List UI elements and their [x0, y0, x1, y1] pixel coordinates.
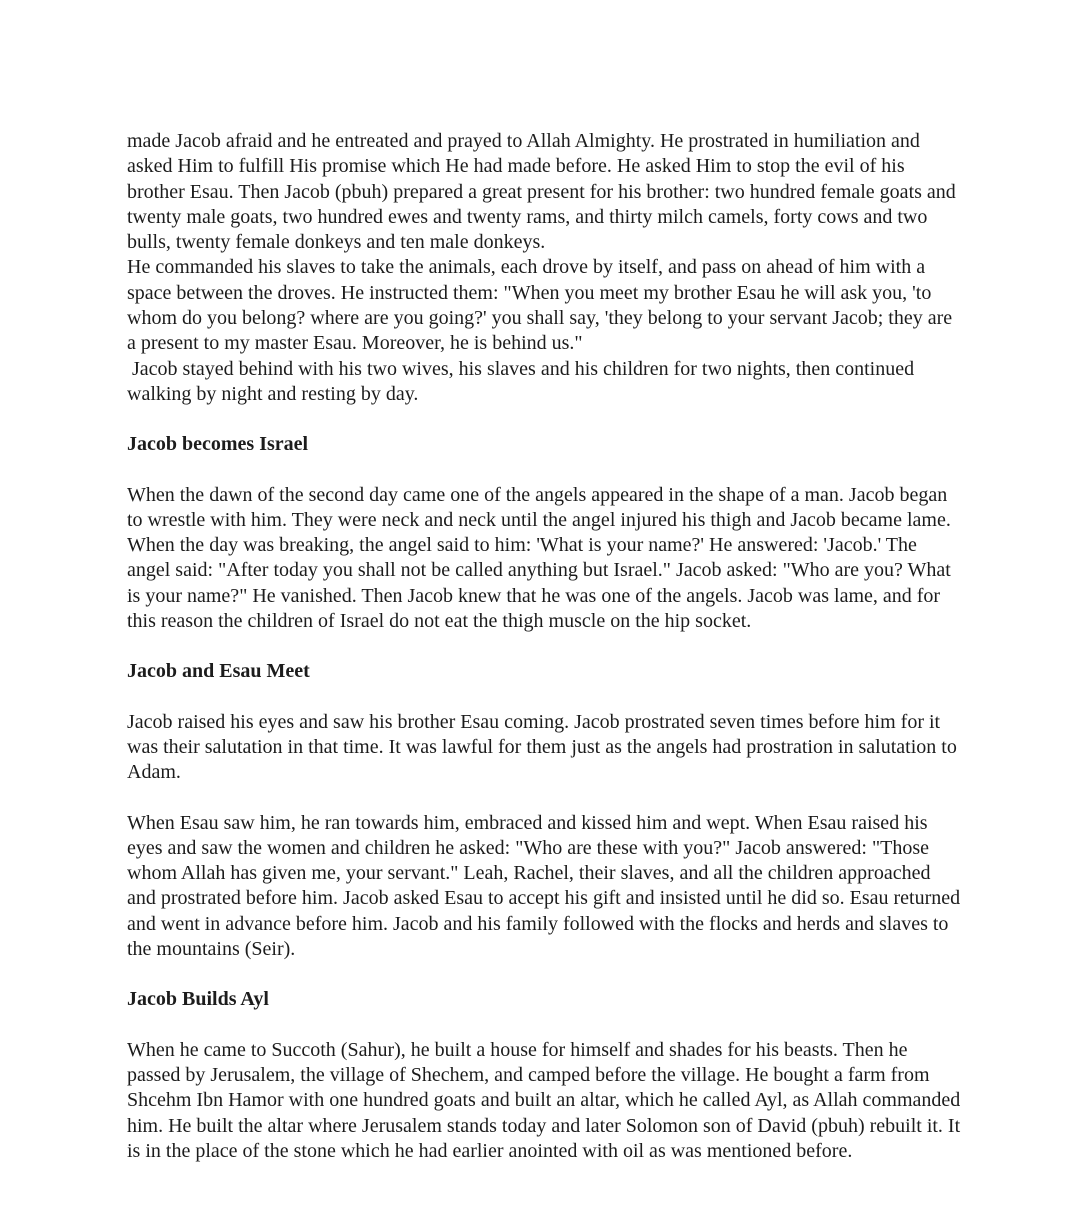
section-heading-jacob-and-esau-meet: Jacob and Esau Meet — [127, 660, 310, 683]
paragraph-jacob-stayed-behind: Jacob stayed behind with his two wives, his slaves and his children for two nights, then continued walking by night and resting by day. — [127, 357, 915, 405]
paragraph-jacob-prostrates: Jacob raised his eyes and saw his brother Esau coming. Jacob prostrated seven times before him for it was their salutation in that time. It was lawful for them just as the angels had prostration in salutation to Adam. — [127, 710, 957, 784]
paragraph-commands-slaves: He commanded his slaves to take the animals, each drove by itself, and pass on ahead of him with a space between the droves. He instructed them: "When you meet my brother Esau he will ask you, 'to whom do you belong? where are you going?' you shall say, 'they belong to your servant Jacob; they are a present to my master Esau. Moreover, he is behind us." — [127, 256, 953, 355]
paragraph-jacob-prepares-present: made Jacob afraid and he entreated and prayed to Allah Almighty. He prostrated in humiliation and asked Him to fulfill His promise which He had made before. He asked Him to stop the evil of his brother Esau. Then Jacob (pbuh) prepared a great present for his brother: two hundred female goats and twenty male goats, two hundred ewes and twenty rams, and thirty milch camels, forty cows and two bulls, twenty female donkeys and ten male donkeys. — [127, 130, 956, 254]
section-heading-jacob-becomes-israel: Jacob becomes Israel — [127, 433, 309, 456]
paragraph-succoth-altar: When he came to Succoth (Sahur), he built a house for himself and shades for his beasts. Then he passed by Jerusalem, the village of Shechem, and camped before the village. He bought a farm from Shcehm Ibn Hamor with one hundred goats and built an altar, which he called Ayl, as Allah commanded him. He built the altar where Jerusalem stands today and later Solomon son of David (pbuh) rebuilt it. It is in the place of the stone which he had earlier anointed with oil as was mentioned before. — [127, 1038, 961, 1162]
section-heading-jacob-builds-ayl: Jacob Builds Ayl — [127, 988, 269, 1011]
paragraph-wrestling-angel: When the dawn of the second day came one of the angels appeared in the shape of a man. Jacob began to wrestle with him. They were neck and neck until the angel injured his thigh and Jacob became lame. When the day was breaking, the angel said to him: 'What is your name?' He answered: 'Jacob.' The angel said: "After today you shall not be called anything but Israel." Jacob asked: "Who are you? What is your name?" He vanished. Then Jacob knew that he was one of the angels. Jacob was lame, and for this reason the children of Israel do not eat the thigh muscle on the hip socket. — [127, 483, 951, 633]
paragraph-esau-embrace: When Esau saw him, he ran towards him, embraced and kissed him and wept. When Esau raised his eyes and saw the women and children he asked: "Who are these with you?" Jacob answered: "Those whom Allah has given me, your servant." Leah, Rachel, their slaves, and all the children approached and prostrated before him. Jacob asked Esau to accept his gift and insisted until he did so. Esau returned and went in advance before him. Jacob and his family followed with the flocks and herds and slaves to the mountains (Seir). — [127, 811, 961, 961]
